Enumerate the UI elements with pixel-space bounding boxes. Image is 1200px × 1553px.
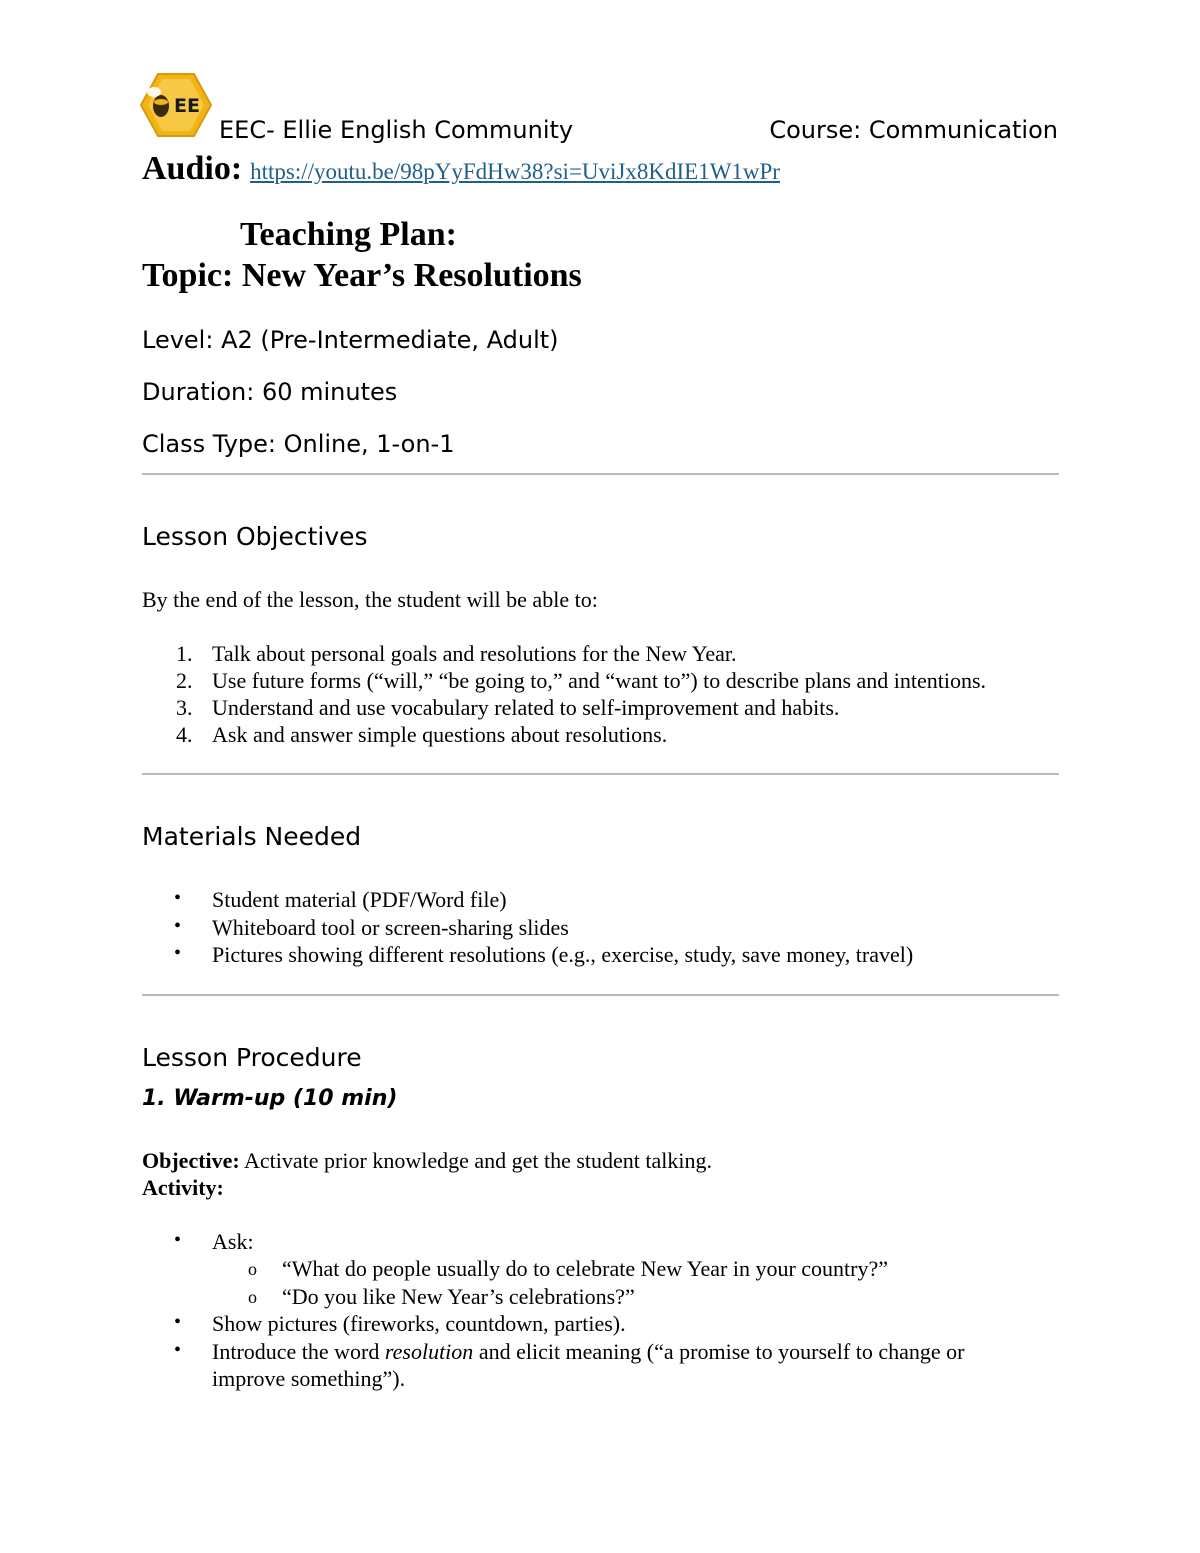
item-text: Whiteboard tool or screen-sharing slides xyxy=(212,915,569,940)
item-number: 4. xyxy=(176,722,193,747)
duration-line: Duration: 60 minutes xyxy=(142,378,398,406)
item-text: “What do people usually do to celebrate New Year in your country?” xyxy=(282,1256,889,1281)
audio-label: Audio: xyxy=(142,150,243,187)
warmup-title: 1. Warm-up (10 min) xyxy=(142,1086,398,1111)
sub-bullet-icon: o xyxy=(248,1287,257,1307)
item-text: Talk about personal goals and resolutions for the New Year. xyxy=(212,641,737,666)
bullet-icon: • xyxy=(174,1229,182,1251)
divider xyxy=(142,473,1059,475)
bullet-icon: • xyxy=(174,887,182,909)
bullet-icon: • xyxy=(174,915,182,937)
bullet-icon: • xyxy=(174,942,182,964)
divider xyxy=(142,773,1059,775)
audio-link[interactable]: https://youtu.be/98pYyFdHw38?si=UviJx8KdIE1W1wPr xyxy=(250,159,780,184)
item-text xyxy=(212,1339,964,1365)
svg-text:EE: EE xyxy=(174,95,200,117)
text-segment: Introduce the word xyxy=(212,1339,380,1364)
divider xyxy=(142,994,1059,996)
item-text: Student material (PDF/Word file) xyxy=(212,887,507,912)
topic-title: Topic: New Year’s Resolutions xyxy=(142,257,582,294)
bullet-icon: • xyxy=(174,1339,182,1361)
audio-line xyxy=(142,150,780,188)
item-text: Show pictures (fireworks, countdown, parties). xyxy=(212,1311,626,1336)
organization-name: EEC- Ellie English Community xyxy=(219,116,574,144)
warmup-objective xyxy=(142,1148,712,1174)
class-type-line: Class Type: Online, 1-on-1 xyxy=(142,430,455,458)
item-number: 2. xyxy=(176,668,193,693)
item-number: 1. xyxy=(176,641,193,666)
objective-text: Activate prior knowledge and get the student talking. xyxy=(244,1148,713,1173)
plan-title: Teaching Plan: xyxy=(240,216,457,253)
course-name: Course: Communication xyxy=(769,116,1058,144)
item-text: “Do you like New Year’s celebrations?” xyxy=(282,1284,635,1309)
item-number: 3. xyxy=(176,695,193,720)
bee-logo-icon xyxy=(140,72,212,138)
item-text: Ask: xyxy=(212,1229,254,1254)
bullet-icon: • xyxy=(174,1311,182,1333)
text-segment: and elicit meaning (“a promise to yourself to change or xyxy=(478,1339,965,1364)
objectives-intro: By the end of the lesson, the student will be able to: xyxy=(142,587,598,612)
sub-bullet-icon: o xyxy=(248,1259,257,1279)
item-text: Pictures showing different resolutions (e.g., exercise, study, save money, travel) xyxy=(212,942,914,967)
procedure-heading: Lesson Procedure xyxy=(142,1043,362,1072)
item-text: Understand and use vocabulary related to self-improvement and habits. xyxy=(212,695,840,720)
item-text: Ask and answer simple questions about resolutions. xyxy=(212,722,668,747)
objectives-heading: Lesson Objectives xyxy=(142,522,368,551)
item-text: improve something”). xyxy=(212,1366,406,1391)
materials-heading: Materials Needed xyxy=(142,822,362,851)
activity-label: Activity: xyxy=(142,1175,224,1200)
item-text: Use future forms (“will,” “be going to,” and “want to”) to describe plans and intentions. xyxy=(212,668,987,693)
emphasized-word: resolution xyxy=(384,1339,474,1364)
level-line: Level: A2 (Pre-Intermediate, Adult) xyxy=(142,326,559,354)
objective-label: Objective: xyxy=(142,1148,240,1173)
